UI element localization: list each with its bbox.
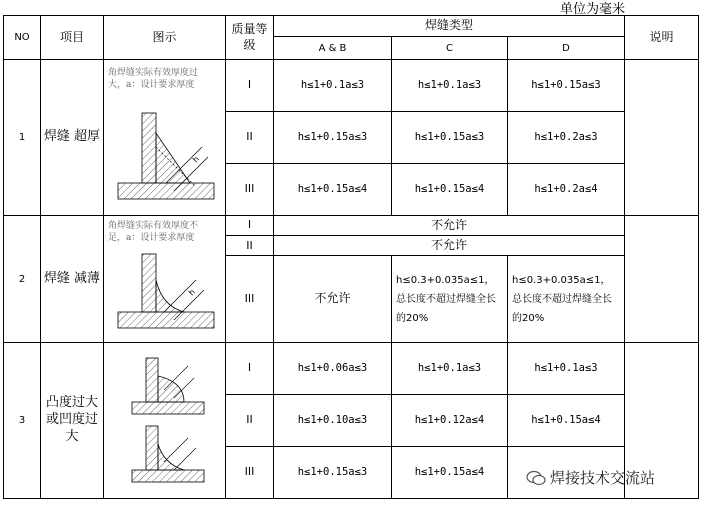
value-cell: h≤1+0.15a≤3: [274, 447, 392, 499]
header-remark: 说明: [625, 16, 699, 60]
header-figure: 图示: [104, 16, 226, 60]
header-weld-type: 焊缝类型: [274, 16, 625, 37]
figure-cell: [104, 216, 226, 343]
table-row: [4, 343, 699, 395]
value-cell: h≤0.3+0.035a≤1，总长度不超过焊缝全长的20%: [392, 256, 508, 343]
grade-cell: III: [226, 447, 274, 499]
value-cell: 不允许: [274, 256, 392, 343]
value-cell: h≤1+0.15a≤3: [392, 112, 508, 164]
watermark-text: 焊接技术交流站: [550, 469, 656, 487]
value-cell: h≤1+0.15a≤4: [274, 164, 392, 216]
figure-note: 角焊缝实际有效厚度过 大，a：设计要求厚度: [108, 67, 199, 90]
svg-text:h: h: [191, 153, 202, 164]
value-cell: h≤1+0.15a≤4: [392, 164, 508, 216]
unit-note: 单位为毫米: [560, 2, 626, 17]
figure-note: 角焊缝实际有效厚度不 足，a：设计要求厚度: [108, 221, 199, 244]
value-cell: h≤1+0.12a≤4: [392, 395, 508, 447]
value-cell: 不允许: [274, 216, 625, 236]
header-no: NO: [4, 16, 41, 60]
grade-cell: III: [226, 256, 274, 343]
grade-cell: II: [226, 395, 274, 447]
figure-cell: [104, 60, 226, 216]
watermark: [526, 467, 655, 488]
value-cell: h≤0.3+0.035a≤1，总长度不超过焊缝全长的20%: [508, 256, 625, 343]
remark-cell: [625, 216, 699, 343]
value-cell: h≤1+0.1a≤3: [508, 343, 625, 395]
row-no: 3: [4, 343, 41, 499]
grade-cell: I: [226, 216, 274, 236]
grade-cell: III: [226, 164, 274, 216]
table-row: [4, 216, 699, 236]
convexity-concavity-diagram: [104, 346, 224, 496]
table-row: [4, 60, 699, 112]
value-cell: h≤1+0.2a≤3: [508, 112, 625, 164]
grade-cell: I: [226, 60, 274, 112]
wechat-icon: [526, 470, 546, 486]
grade-cell: I: [226, 343, 274, 395]
weld-defect-table: [3, 15, 699, 499]
value-cell: h≤1+0.1a≤3: [274, 60, 392, 112]
value-cell: 不允许: [274, 236, 625, 256]
remark-cell: [625, 60, 699, 216]
value-cell: h≤1+0.15a≤4: [392, 447, 508, 499]
row-no: 2: [4, 216, 41, 343]
value-cell: h≤1+0.1a≤3: [392, 60, 508, 112]
value-cell: h≤1+0.1a≤3: [392, 343, 508, 395]
header-grade: 质量等级: [226, 16, 274, 60]
value-cell: h≤1+0.2a≤4: [508, 164, 625, 216]
row-no: 1: [4, 60, 41, 216]
svg-text:h: h: [187, 287, 198, 298]
value-cell: h≤1+0.10a≤3: [274, 395, 392, 447]
grade-cell: II: [226, 112, 274, 164]
header-type-d: D: [508, 37, 625, 60]
row-item: 焊缝 减薄: [41, 216, 104, 343]
row-item: 凸度过大或凹度过大: [41, 343, 104, 499]
figure-cell: [104, 343, 226, 499]
value-cell: h≤1+0.06a≤3: [274, 343, 392, 395]
value-cell: h≤1+0.15a≤3: [274, 112, 392, 164]
header-type-c: C: [392, 37, 508, 60]
value-cell: h≤1+0.15a≤4: [508, 395, 625, 447]
header-type-ab: A & B: [274, 37, 392, 60]
header-item: 项目: [41, 16, 104, 60]
grade-cell: II: [226, 236, 274, 256]
value-cell: h≤1+0.15a≤3: [508, 60, 625, 112]
row-item: 焊缝 超厚: [41, 60, 104, 216]
